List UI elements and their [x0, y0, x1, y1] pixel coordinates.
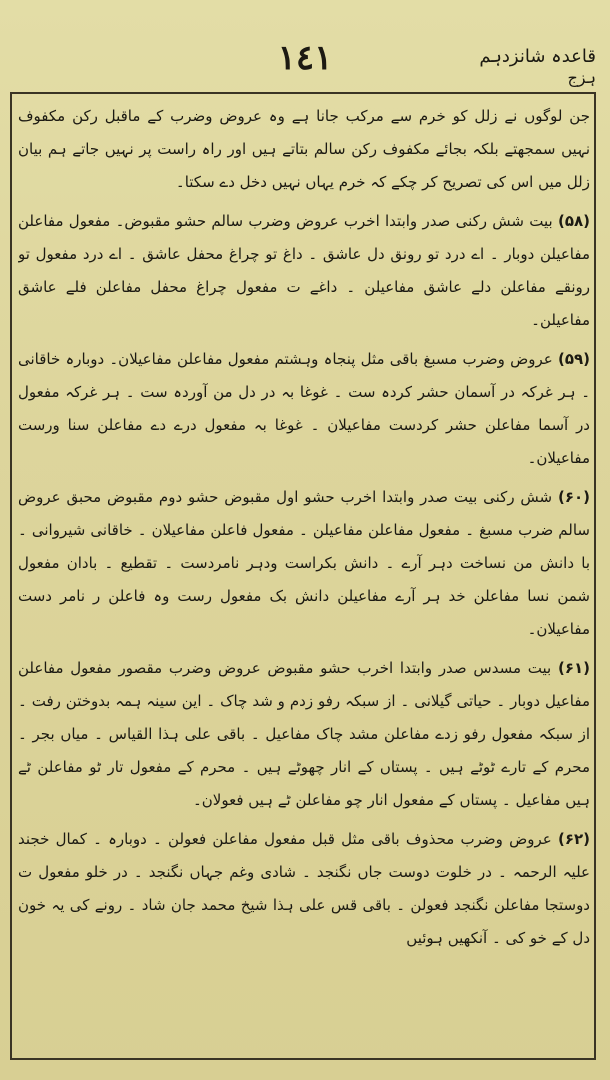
- running-title: قاعدہ شانزدہم: [479, 46, 596, 67]
- paragraph-number: (۶۲): [557, 830, 590, 848]
- page-body: [18, 100, 590, 1052]
- paragraph-text: بیت شش رکنی صدر وابتدا اخرب عروض وضرب سالم حشو مقبوض۔ مفعول مفاعلن مفاعیلن دوبار ۔ اے درد تو رونق دل عاشق ۔ داغ تو چراغ محفل عاشق ۔ اے درد مفعول تو رونقے مفاعلن دلے عاشق مفاعیلن ۔ داغے ت مفعول چراغ محفل مفاعلن فلے عاشق مفاعیلن۔: [18, 212, 590, 329]
- paragraph-number: (۶۱): [557, 659, 590, 677]
- paragraph-60: [18, 481, 590, 646]
- page-header: [0, 0, 610, 92]
- paragraph-text: بیت مسدس صدر وابتدا اخرب حشو مقبوض عروض وضرب مقصور مفعول مفاعلن مفاعیل دوبار ۔ حیاتی گیلانی ۔ از سبکہ رفو زدم و شد چاک ۔ این سینہ ہمہ بدوختن رفت ۔ از سبکہ مفعول رفو زدے مفاعلن مشد چاک مفاعیل ۔ باقی علی ہذا القیاس ۔ میاں بجر ۔ محرم کے تارے ٹوٹے ہیں ۔ پستاں کے انار چھوٹے ہیں ۔ محرم کے مفعول تار ٹو مفاعلن ٹے ہیں مفاعیل ۔ پستاں کے مفعول انار چو مفاعلن ٹے ہیں فعولان۔: [18, 659, 590, 809]
- paragraph-number: (۶۰): [557, 488, 590, 506]
- paragraph-intro: [18, 100, 590, 199]
- paragraph-number: (۵۹): [557, 350, 590, 368]
- paragraph-number: (۵۸): [557, 212, 590, 230]
- paragraph-text: شش رکنی بیت صدر وابتدا اخرب حشو اول مقبوض حشو دوم مقبوض محبق عروض سالم ضرب مسبغ ۔ مفعول مفاعلن مفاعیلن ۔ مفعول فاعلن مفاعیلان ۔ خاقانی شیروانی ۔ با دانش من نساخت دہر آرے ۔ دانش بکراست ودہر نامردست ۔ تقطیع ۔ بادان مفعول شمن نسا مفاعلن خد ہر آرے مفاعیلن دانش بک مفعول رست وہ فاعلن ر نامر دست مفاعیلان۔: [18, 488, 590, 638]
- paragraph-text: جن لوگوں نے زلل کو خرم سے مرکب جانا ہے وہ عروض وضرب کے ماقبل رکن مکفوف نہیں سمجھتے بلکہ بجائے مکفوف رکن سالم بتاتے ہیں اور راہ راست پر نہیں جاتے ہم بیان زلل میں اس کی تصریح کر چکے کہ خرم یہاں نہیں دخل دے سکتا۔: [18, 107, 590, 191]
- paragraph-59: [18, 343, 590, 475]
- paragraph-58: [18, 205, 590, 337]
- meter-name: ہزج: [567, 68, 596, 87]
- paragraph-text: عروض وضرب محذوف باقی مثل قبل مفعول مفاعلن فعولن ۔ دوبارہ ۔ کمال خجند علیہ الرحمہ ۔ در خلوت دوست جاں نگنجد ۔ شادی وغم جہاں نگنجد ۔ در خلو مفعول ت دوستجا مفاعلن نگنجد فعولن ۔ باقی قس علی ہذا شیخ محمد جان شاد ۔ رونے کی یہ خون دل کے خو کی ۔ آنکھیں ہوئیں: [18, 830, 590, 947]
- page-number: ١٤١: [277, 38, 333, 78]
- paragraph-text: عروض وضرب مسبغ باقی مثل پنجاہ وہشتم مفعول مفاعلن مفاعیلان۔ دوبارہ خاقانی ۔ ہر غرکہ در آسمان حشر کردہ ست ۔ غوغا بہ در دل من آوردہ ست ۔ ہر غرکہ مفعول در آسما مفاعلن حشر کردست مفاعیلان ۔ غوغا بہ مفعول درے دے مفاعلن سنا ورست مفاعیلان۔: [18, 350, 590, 467]
- paragraph-61: [18, 652, 590, 817]
- paragraph-62: [18, 823, 590, 955]
